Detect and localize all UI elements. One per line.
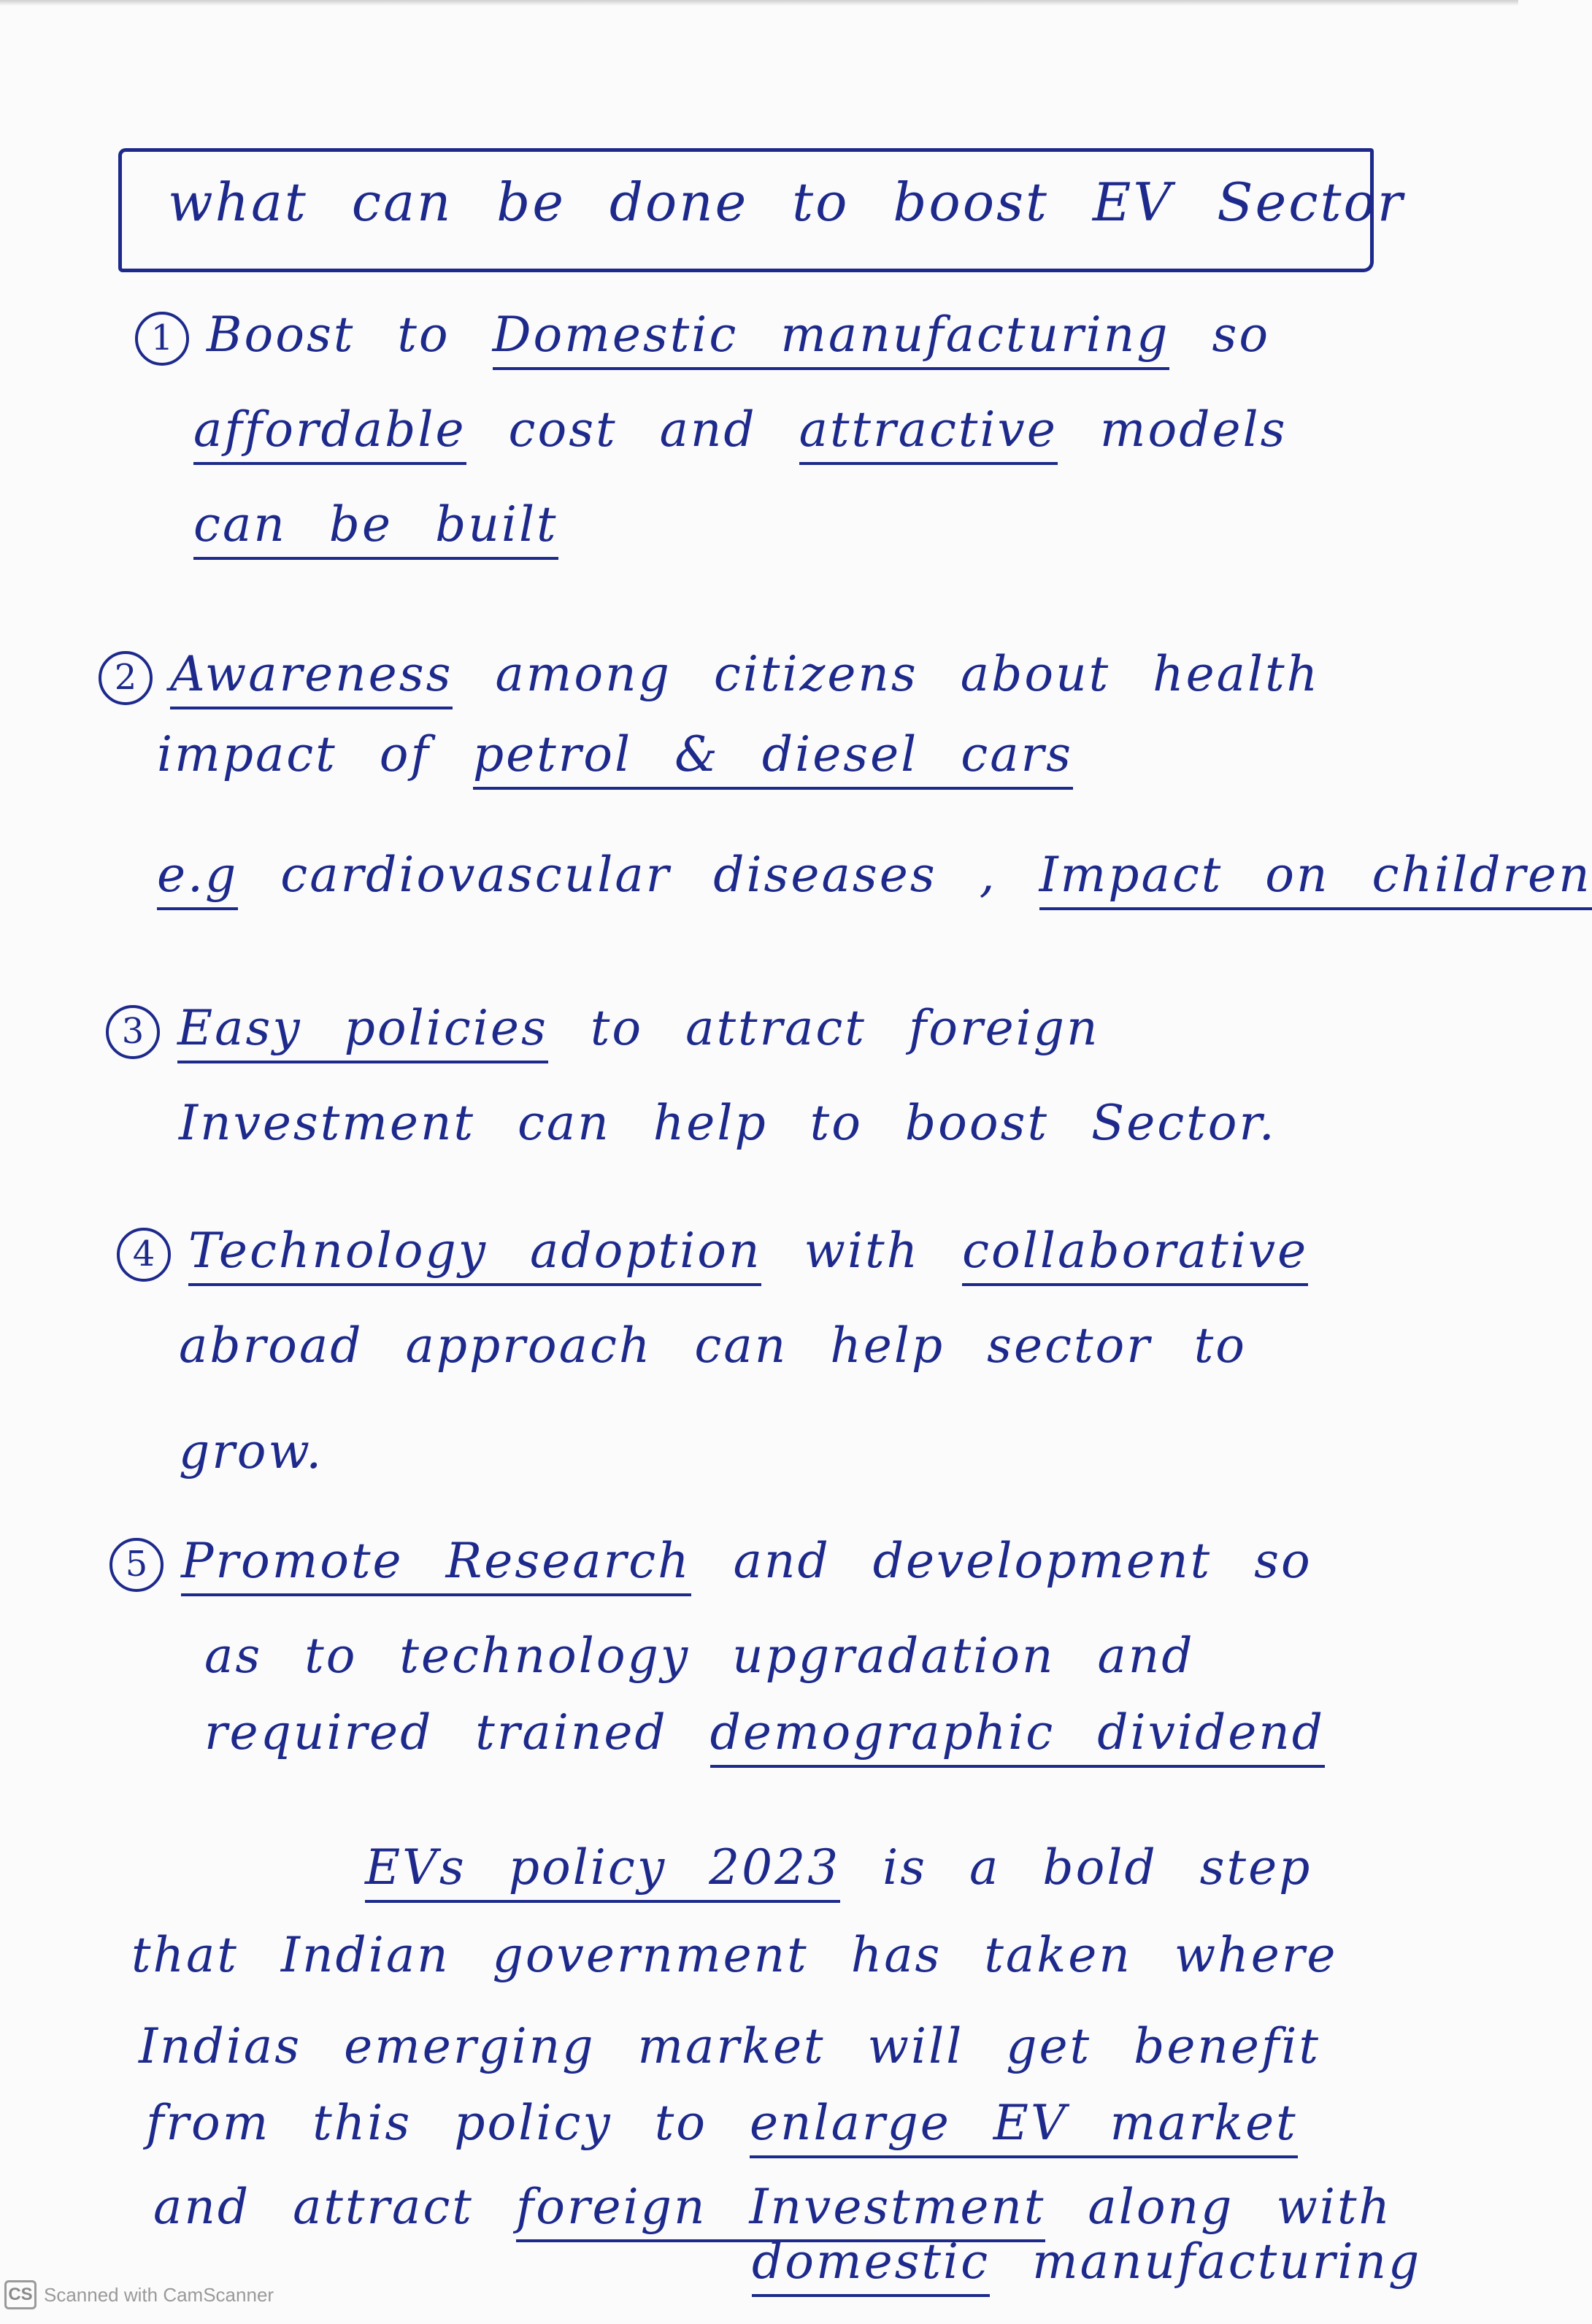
underlined-phrase: EVs policy 2023: [365, 1839, 840, 1903]
point-1-line: [193, 496, 558, 553]
camscanner-logo-icon: CS: [4, 2280, 36, 2309]
scan-edge: [0, 0, 1518, 6]
text-segment: from this policy to: [146, 2095, 750, 2151]
underlined-phrase: Domestic manufacturing: [493, 307, 1170, 370]
text-segment: along with: [1045, 2179, 1392, 2235]
text-segment: grow.: [179, 1423, 324, 1480]
underlined-phrase: domestic: [752, 2233, 990, 2297]
text-segment: Boost to: [207, 307, 493, 363]
text-segment: impact of: [157, 726, 473, 782]
point-5-line: [204, 1628, 1195, 1684]
text-segment: Investment can help to boost Sector.: [179, 1095, 1277, 1151]
underlined-phrase: demographic dividend: [710, 1704, 1325, 1768]
underlined-phrase: enlarge EV market: [750, 2095, 1298, 2158]
text-segment: and attract: [153, 2179, 516, 2235]
text-segment: Indias emerging market will get benefit: [139, 2018, 1321, 2074]
underlined-phrase: petrol & diesel cars: [473, 726, 1073, 790]
point-2-line: [99, 646, 1320, 705]
underlined-phrase: e.g: [157, 847, 238, 910]
text-segment: required trained: [204, 1704, 710, 1761]
text-segment: manufacturing: [990, 2233, 1422, 2290]
point-1-line: [135, 307, 1270, 366]
point-2-line: [157, 726, 1073, 782]
page-title: what can be done to boost EV Sector: [168, 172, 1405, 233]
conclusion-line: [365, 1839, 1312, 1896]
underlined-phrase: can be built: [193, 496, 558, 560]
conclusion-line: [139, 2018, 1320, 2074]
underlined-phrase: collaborative: [962, 1223, 1308, 1286]
text-segment: to attract foreign: [547, 1000, 1100, 1056]
camscanner-watermark: [4, 2280, 274, 2309]
text-segment: is a bold step: [840, 1839, 1312, 1896]
conclusion-line: [146, 2095, 1298, 2151]
text-segment: cost and: [466, 401, 799, 458]
watermark-text: Scanned with CamScanner: [44, 2283, 274, 2306]
text-segment: with: [761, 1223, 963, 1279]
underlined-phrase: foreign Investment: [516, 2179, 1046, 2242]
underlined-phrase: affordable: [193, 401, 466, 465]
point-4-line: [179, 1423, 323, 1480]
point-number-circle: 2: [99, 651, 153, 705]
underlined-phrase: Impact on children: [1039, 847, 1592, 910]
point-3-line: [106, 1000, 1100, 1059]
text-segment: among citizens about health: [453, 646, 1320, 702]
text-segment: that Indian government has taken where: [131, 1927, 1338, 1983]
point-number-circle: 3: [106, 1005, 160, 1059]
text-segment: as to technology upgradation and: [204, 1628, 1195, 1684]
underlined-phrase: attractive: [799, 401, 1058, 465]
point-number-circle: 5: [109, 1538, 164, 1592]
underlined-phrase: Easy policies: [177, 1000, 548, 1063]
point-4-line: [117, 1223, 1308, 1282]
text-segment: models: [1057, 401, 1288, 458]
text-segment: abroad approach can help sector to: [179, 1317, 1247, 1374]
conclusion-line: [131, 1927, 1337, 1983]
underlined-phrase: Technology adoption: [188, 1223, 761, 1286]
conclusion-line: [153, 2179, 1392, 2235]
text-segment: so: [1169, 307, 1271, 363]
point-4-line: [179, 1317, 1247, 1374]
underlined-phrase: Awareness: [170, 646, 453, 709]
underlined-phrase: Promote Research: [181, 1533, 691, 1596]
text-segment: and development so: [691, 1533, 1312, 1589]
point-1-line: [193, 401, 1287, 458]
point-5-line: [204, 1704, 1325, 1761]
point-3-line: [179, 1095, 1277, 1151]
point-number-circle: 4: [117, 1228, 171, 1282]
point-5-line: [109, 1533, 1312, 1592]
conclusion-line: [752, 2233, 1421, 2290]
text-segment: cardiovascular diseases ,: [238, 847, 1039, 903]
point-2-line: [157, 847, 1592, 903]
point-number-circle: 1: [135, 312, 189, 366]
